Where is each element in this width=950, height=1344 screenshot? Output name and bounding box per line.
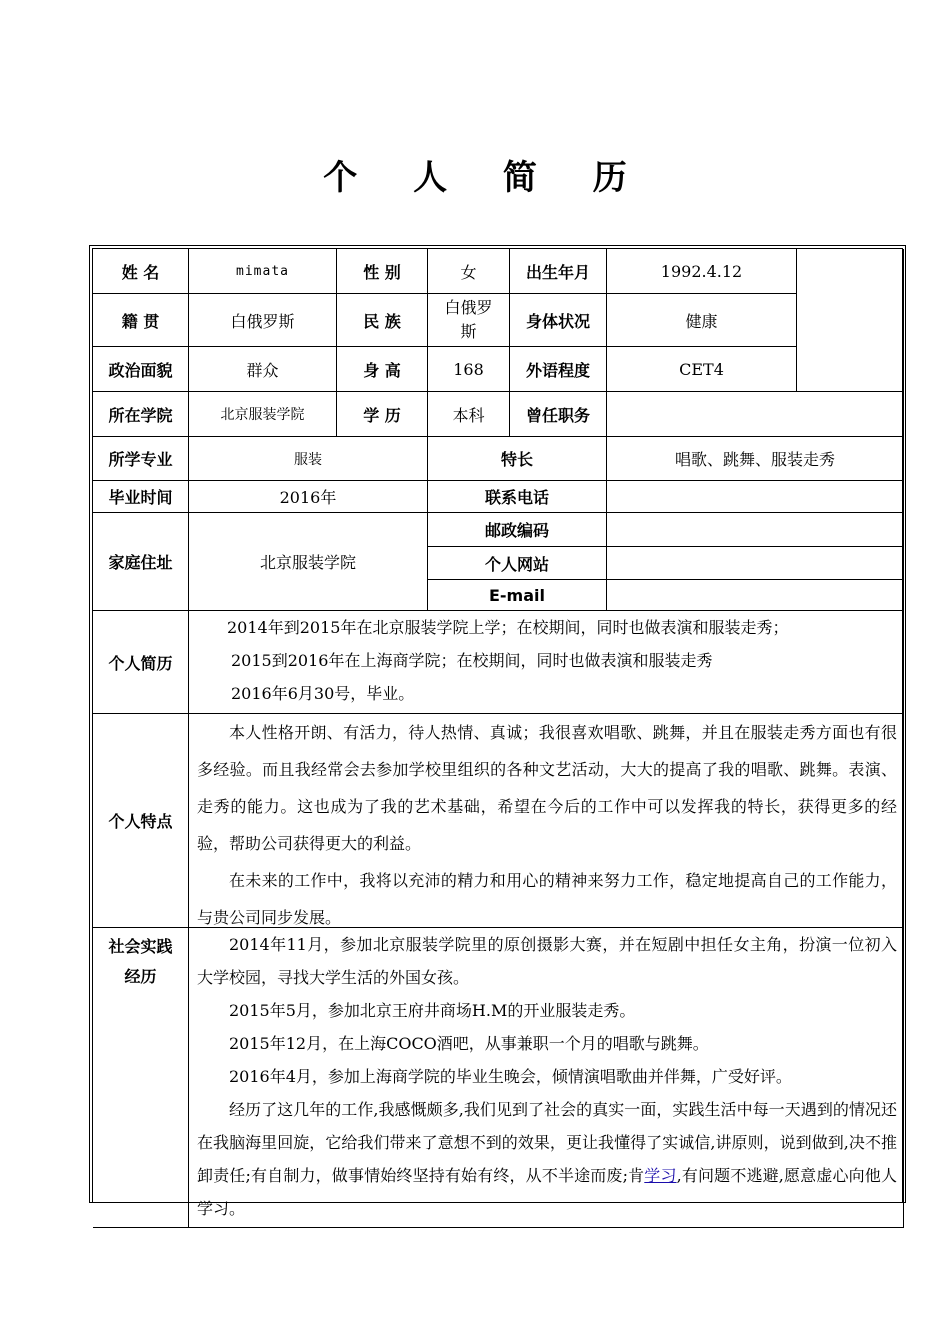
website-label: 个人网站 bbox=[428, 547, 607, 580]
major-label: 所学专业 bbox=[93, 437, 189, 481]
resume-line-2: 2015到2016年在上海商学院；在校期间，同时也做表演和服装走秀 bbox=[231, 651, 713, 670]
birth-label: 出生年月 bbox=[510, 249, 607, 294]
photo-area bbox=[797, 249, 904, 392]
address-value: 北京服装学院 bbox=[189, 513, 428, 611]
practice-paragraph-4: 2016年4月，参加上海商学院的毕业生晚会，倾情演唱歌曲并伴舞，广受好评。 bbox=[229, 1067, 792, 1086]
gender-value: 女 bbox=[428, 249, 510, 294]
traits-paragraph-2: 在未来的工作中，我将以充沛的精力和用心的精神来努力工作，稳定地提高自己的工作能力，与贵公司同步发展。 bbox=[197, 871, 897, 927]
resume-table bbox=[89, 245, 906, 1218]
postal-label: 邮政编码 bbox=[428, 513, 607, 547]
postal-value bbox=[607, 513, 904, 547]
health-label: 身体状况 bbox=[510, 294, 607, 347]
ethnicity-value: 白俄罗斯 bbox=[428, 294, 510, 347]
major-value: 服装 bbox=[189, 437, 428, 481]
practice-content bbox=[189, 928, 904, 1228]
practice-last-text: 经历了这几年的工作,我感慨颇多,我们见到了社会的真实一面，实践生活中每一天遇到的情况还在我脑海里回旋，它给我们带来了意想不到的效果，更让我懂得了实诚信,讲原则，说到做到,决不推卸责任;有自制力，做事情始终坚持有始有终，从不半途而废;肯 bbox=[197, 1100, 897, 1185]
political-label: 政治面貌 bbox=[93, 347, 189, 392]
email-value bbox=[607, 580, 904, 611]
practice-paragraph-5 bbox=[197, 1093, 897, 1225]
college-value: 北京服装学院 bbox=[189, 392, 337, 437]
language-value: CET4 bbox=[607, 347, 797, 392]
phone-label: 联系电话 bbox=[428, 481, 607, 513]
gender-label: 性 别 bbox=[337, 249, 428, 294]
practice-paragraph-1: 2014年11月，参加北京服装学院里的原创摄影大赛，并在短剧中担任女主角，扮演一位初入大学校园，寻找大学生活的外国女孩。 bbox=[197, 935, 897, 987]
email-label: E-mail bbox=[428, 580, 607, 611]
name-value: mimata bbox=[189, 249, 337, 294]
language-label: 外语程度 bbox=[510, 347, 607, 392]
traits-paragraph-1: 本人性格开朗、有活力，待人热情、真诚；我很喜欢唱歌、跳舞，并且在服装走秀方面也有很多经验。而且我经常会去参加学校里组织的各种文艺活动，大大的提高了我的唱歌、跳舞。表演、走秀的能力。这也成为了我的艺术基础，希望在今后的工作中可以发挥我的特长，获得更多的经验，帮助公司获得更大的利益。 bbox=[197, 723, 897, 853]
position-value bbox=[607, 392, 904, 437]
birth-value: 1992.4.12 bbox=[607, 249, 797, 294]
position-label: 曾任职务 bbox=[510, 392, 607, 437]
specialty-label: 特长 bbox=[428, 437, 607, 481]
practice-label bbox=[93, 928, 189, 1228]
college-label: 所在学院 bbox=[93, 392, 189, 437]
resume-line-3: 2016年6月30号，毕业。 bbox=[231, 684, 415, 703]
degree-value: 本科 bbox=[428, 392, 510, 437]
resume-line-1: 2014年到2015年在北京服装学院上学；在校期间，同时也做表演和服装走秀； bbox=[227, 618, 789, 637]
practice-label-line-1: 社会实践 bbox=[108, 937, 173, 956]
website-value bbox=[607, 547, 904, 580]
page-title: 个 人 简 历 bbox=[323, 158, 649, 198]
practice-paragraph-3: 2015年12月，在上海COCO酒吧，从事兼职一个月的唱歌与跳舞。 bbox=[229, 1034, 709, 1053]
height-label: 身 高 bbox=[337, 347, 428, 392]
practice-last-tail: ,有问题不逃避,愿意虚心向他人学习。 bbox=[197, 1166, 897, 1218]
specialty-value: 唱歌、跳舞、服装走秀 bbox=[607, 437, 904, 481]
grad-value: 2016年 bbox=[189, 481, 428, 513]
resume-label: 个人简历 bbox=[93, 611, 189, 714]
health-value: 健康 bbox=[607, 294, 797, 347]
grad-label: 毕业时间 bbox=[93, 481, 189, 513]
study-link[interactable]: 学习 bbox=[644, 1166, 677, 1185]
resume-content bbox=[189, 611, 904, 714]
origin-label: 籍 贯 bbox=[93, 294, 189, 347]
phone-value bbox=[607, 481, 904, 513]
address-label: 家庭住址 bbox=[93, 513, 189, 611]
degree-label: 学 历 bbox=[337, 392, 428, 437]
height-value: 168 bbox=[428, 347, 510, 392]
traits-content bbox=[189, 714, 904, 928]
name-label: 姓 名 bbox=[93, 249, 189, 294]
origin-value: 白俄罗斯 bbox=[189, 294, 337, 347]
practice-paragraph-2: 2015年5月，参加北京王府井商场H.M的开业服装走秀。 bbox=[229, 1001, 636, 1020]
political-value: 群众 bbox=[189, 347, 337, 392]
practice-label-line-2: 经历 bbox=[124, 967, 157, 986]
ethnicity-label: 民 族 bbox=[337, 294, 428, 347]
traits-label: 个人特点 bbox=[93, 714, 189, 928]
